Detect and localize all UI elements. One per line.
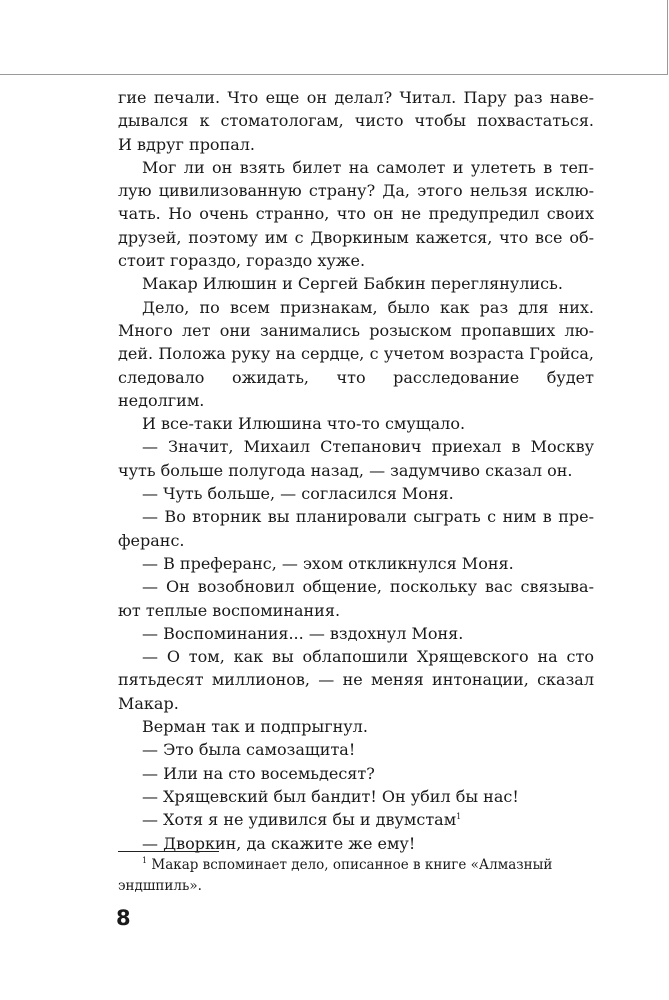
text-line: И все-таки Илюшина что-то смущало. bbox=[142, 414, 466, 434]
footnote-reference: 1 bbox=[456, 812, 462, 822]
text-line: И вдруг пропал. bbox=[118, 134, 256, 154]
text-line: — Значит, Михаил Степанович приехал в Москву bbox=[142, 437, 594, 457]
text-line: — Во вторник вы планировали сыграть с ним в пре- bbox=[142, 507, 594, 527]
text-line: дывался к стоматологам, чисто чтобы похвастаться. bbox=[118, 111, 594, 131]
text-line: — Он возобновил общение, поскольку вас связыва- bbox=[142, 577, 594, 597]
footnote bbox=[118, 855, 594, 897]
text-line: — О том, как вы облапошили Хрящевского на сто bbox=[142, 647, 594, 667]
text-line: гие печали. Что еще он делал? Читал. Пару раз наве- bbox=[118, 88, 594, 107]
text-line: — Это была самозащита! bbox=[142, 740, 356, 760]
text-line: — Хрящевский был бандит! Он убил бы нас! bbox=[142, 786, 519, 806]
text-line: ют теплые воспоминания. bbox=[118, 600, 341, 620]
text-line: феранс. bbox=[118, 530, 185, 550]
text-line: чать. Но очень странно, что он не предупредил своих bbox=[118, 204, 594, 224]
text-line: — Хотя я не удивился бы и двумстам bbox=[142, 810, 457, 830]
footnote-marker: 1 bbox=[142, 856, 148, 865]
text-line: друзей, поэтому им с Дворкиным кажется, что все об- bbox=[118, 227, 594, 247]
text-line: — Дворкин, да скажите же ему! bbox=[142, 833, 416, 853]
text-line: — Воспоминания... — вздохнул Моня. bbox=[142, 623, 464, 643]
body-text bbox=[118, 86, 594, 855]
text-line: — Или на сто восемьдесят? bbox=[142, 763, 375, 783]
text-line: — В преферанс, — эхом откликнулся Моня. bbox=[142, 553, 514, 573]
text-line: Мог ли он взять билет на самолет и улететь в теп- bbox=[142, 157, 594, 177]
top-frame-border bbox=[0, 0, 668, 75]
text-line: пятьдесят миллионов, — не меняя интонации, сказал bbox=[118, 670, 594, 690]
page-number: 8 bbox=[116, 906, 131, 930]
text-line: Много лет они занимались розыском пропавших лю- bbox=[118, 320, 594, 340]
text-line: дей. Положа руку на сердце, с учетом возраста Гройса, bbox=[118, 344, 594, 364]
text-line: Дело, по всем признакам, было как раз для них. bbox=[142, 297, 594, 317]
text-line: Верман так и подпрыгнул. bbox=[142, 717, 368, 737]
footnote-divider bbox=[118, 851, 219, 852]
text-line: чуть больше полугода назад, — задумчиво сказал он. bbox=[118, 460, 573, 480]
text-line: Макар Илюшин и Сергей Бабкин переглянулись. bbox=[142, 274, 563, 294]
footnote-line bbox=[118, 855, 594, 876]
footnote-text: Макар вспоминает дело, описанное в книге «Алмазный bbox=[151, 857, 553, 873]
text-line: Макар. bbox=[118, 693, 179, 713]
text-line: лую цивилизованную страну? Да, этого нельзя исклю- bbox=[118, 181, 594, 201]
text-line: стоит гораздо, гораздо хуже. bbox=[118, 251, 366, 271]
text-line: — Чуть больше, — согласился Моня. bbox=[142, 484, 454, 504]
text-line: следовало ожидать, что расследование будет недолгим. bbox=[118, 367, 594, 410]
text-line-with-footnote bbox=[118, 808, 594, 831]
footnote-line: эндшпиль». bbox=[118, 878, 202, 894]
